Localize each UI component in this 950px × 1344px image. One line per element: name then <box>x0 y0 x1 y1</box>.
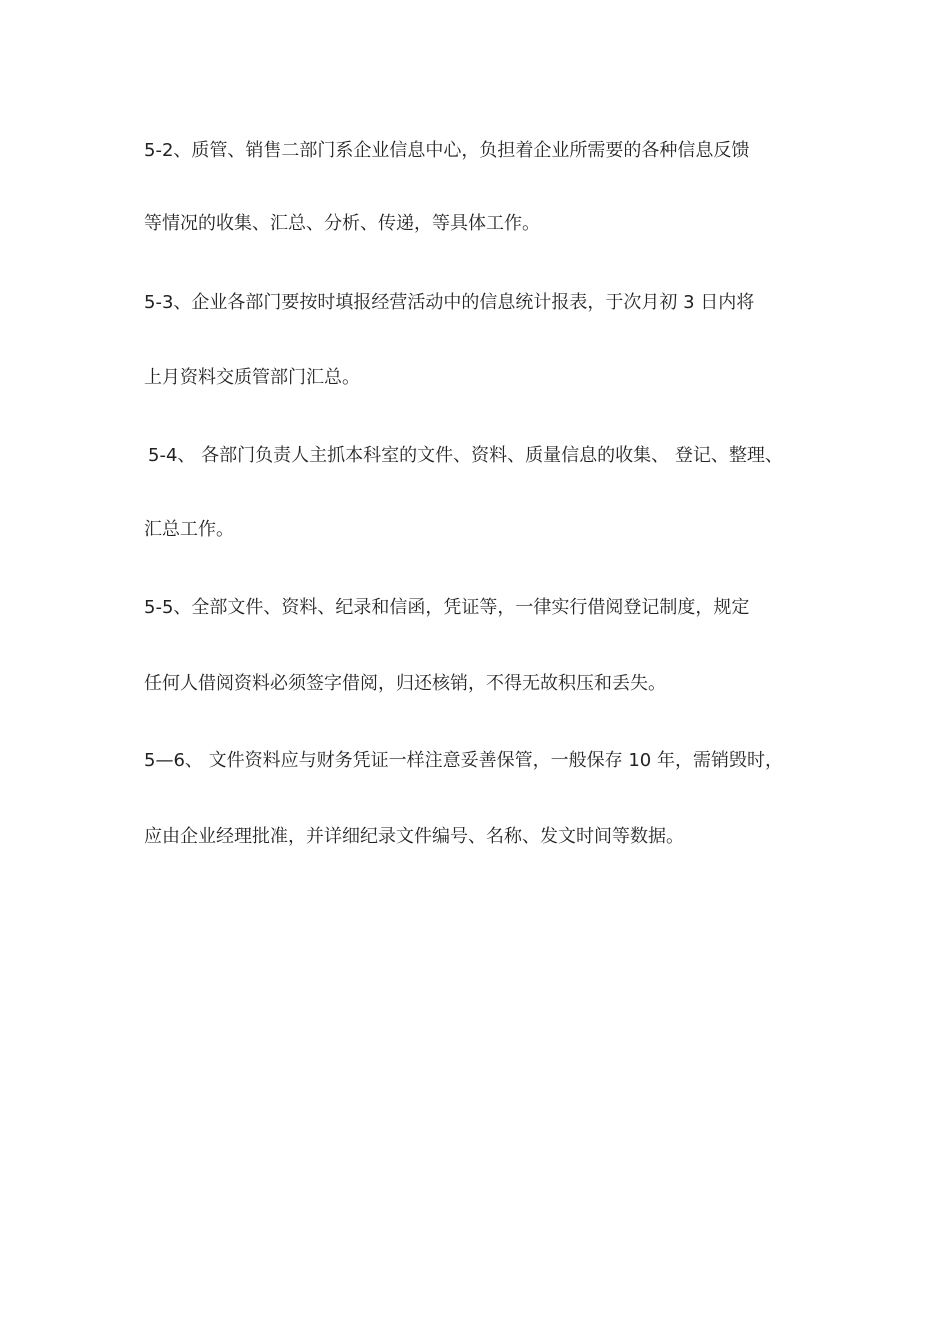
paragraph-5-4-line-1: 5-4、 各部门负责人主抓本科室的文件、资料、质量信息的收集、 登记、整理、 <box>148 445 783 466</box>
paragraph-5-3-line-1: 5-3、企业各部门要按时填报经营活动中的信息统计报表，于次月初 3 日内将 <box>144 292 755 313</box>
paragraph-5-3-line-2: 上月资料交质管部门汇总。 <box>144 367 360 388</box>
paragraph-5-5-line-1: 5-5、全部文件、资料、纪录和信函，凭证等，一律实行借阅登记制度，规定 <box>144 597 750 618</box>
paragraph-5-2-line-2: 等情况的收集、汇总、分析、传递，等具体工作。 <box>144 213 540 234</box>
paragraph-5-5-line-2: 任何人借阅资料必须签字借阅，归还核销，不得无故积压和丢失。 <box>144 673 666 694</box>
paragraph-5-4-line-2: 汇总工作。 <box>144 519 234 540</box>
paragraph-5-6-line-1: 5—6、 文件资料应与财务凭证一样注意妥善保管，一般保存 10 年，需销毁时， <box>144 750 783 771</box>
paragraph-5-6-line-2: 应由企业经理批准，并详细纪录文件编号、名称、发文时间等数据。 <box>144 826 684 847</box>
paragraph-5-2-line-1: 5-2、质管、销售二部门系企业信息中心，负担着企业所需要的各种信息反馈 <box>144 140 750 161</box>
